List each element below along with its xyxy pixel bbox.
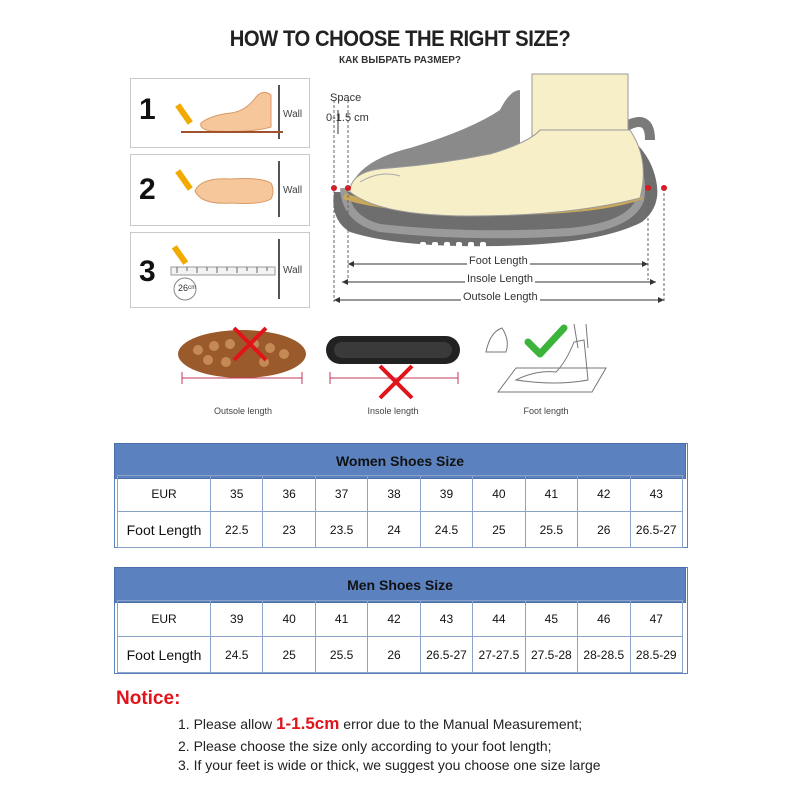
check-mark-icon: [522, 322, 570, 362]
table-cell: 24: [368, 512, 420, 548]
table-cell: 46: [578, 601, 630, 637]
table-cell: 25.5: [315, 637, 367, 673]
table-cell: 42: [368, 601, 420, 637]
table-cell: 24.5: [420, 512, 472, 548]
table-cell: 26.5-27: [420, 637, 472, 673]
notice-line-1-post: error due to the Manual Measurement;: [339, 716, 583, 732]
table-cell: 23.5: [315, 512, 367, 548]
men-table-title: Men Shoes Size: [114, 567, 686, 603]
example-insole: [322, 326, 472, 416]
men-size-table: [117, 600, 683, 673]
table-cell: 25.5: [525, 512, 577, 548]
table-cell: 35: [211, 476, 263, 512]
example-caption: Foot length: [523, 406, 569, 416]
table-row: [118, 637, 683, 673]
notice-line-3: 3. If your feet is wide or thick, we suggest you choose one size large: [178, 757, 601, 773]
table-cell: 27-27.5: [473, 637, 525, 673]
table-cell: 43: [630, 476, 683, 512]
insole-length-label: Insole Length: [467, 273, 534, 285]
table-row: [118, 512, 683, 548]
row-header: EUR: [118, 476, 211, 512]
table-cell: 28-28.5: [578, 637, 630, 673]
table-cell: 44: [473, 601, 525, 637]
notice-line-1: [178, 714, 582, 734]
notice-title: Notice:: [116, 688, 181, 709]
notice-highlight: 1-1.5cm: [276, 714, 340, 733]
row-header: EUR: [118, 601, 211, 637]
example-caption: Outsole length: [213, 406, 273, 416]
wall-label: Wall: [283, 265, 303, 276]
table-cell: 25: [263, 637, 315, 673]
step-number: 3: [139, 255, 156, 288]
table-cell: 26.5-27: [630, 512, 683, 548]
table-cell: 28.5-29: [630, 637, 683, 673]
wall-label: Wall: [283, 109, 303, 120]
space-value: 0-1.5 cm: [326, 112, 369, 124]
step-number: 1: [139, 93, 156, 126]
table-cell: 40: [473, 476, 525, 512]
row-header: Foot Length: [118, 637, 211, 673]
table-cell: 43: [420, 601, 472, 637]
notice-line-2: 2. Please choose the size only according to your foot length;: [178, 738, 552, 754]
table-cell: 37: [315, 476, 367, 512]
table-cell: 25: [473, 512, 525, 548]
women-size-table: [117, 475, 683, 548]
table-cell: 26: [368, 637, 420, 673]
step-3-panel: [130, 232, 310, 308]
table-cell: 24.5: [211, 637, 263, 673]
table-cell: 42: [578, 476, 630, 512]
step-number: 2: [139, 173, 156, 206]
foot-length-label: Foot Length: [469, 255, 528, 267]
table-cell: 39: [420, 476, 472, 512]
table-cell: 22.5: [211, 512, 263, 548]
notice-line-1-pre: 1. Please allow: [178, 716, 277, 732]
step-2-panel: [130, 154, 310, 226]
page-subtitle: КАК ВЫБРАТЬ РАЗМЕР?: [338, 55, 462, 66]
table-cell: 39: [211, 601, 263, 637]
row-header: Foot Length: [118, 512, 211, 548]
women-table-title: Women Shoes Size: [114, 443, 686, 479]
table-cell: 36: [263, 476, 315, 512]
table-cell: 47: [630, 601, 683, 637]
wrong-mark-icon: [374, 360, 418, 404]
table-cell: 38: [368, 476, 420, 512]
table-cell: 41: [315, 601, 367, 637]
example-caption: Insole length: [367, 406, 419, 416]
wrong-mark-icon: [228, 322, 272, 366]
outsole-length-label: Outsole Length: [463, 291, 538, 303]
table-row: [118, 476, 683, 512]
wall-label: Wall: [283, 185, 303, 196]
example-foot: [476, 322, 626, 416]
table-cell: 41: [525, 476, 577, 512]
table-cell: 26: [578, 512, 630, 548]
table-row: [118, 601, 683, 637]
table-cell: 45: [525, 601, 577, 637]
table-cell: 40: [263, 601, 315, 637]
table-cell: 23: [263, 512, 315, 548]
table-cell: 27.5-28: [525, 637, 577, 673]
ruler-reading: 26ᶜᵐ: [178, 283, 197, 293]
example-outsole: [168, 326, 318, 416]
space-label: Space: [330, 92, 362, 104]
step-1-panel: [130, 78, 310, 148]
page-title: HOW TO CHOOSE THE RIGHT SIZE?: [229, 26, 571, 51]
